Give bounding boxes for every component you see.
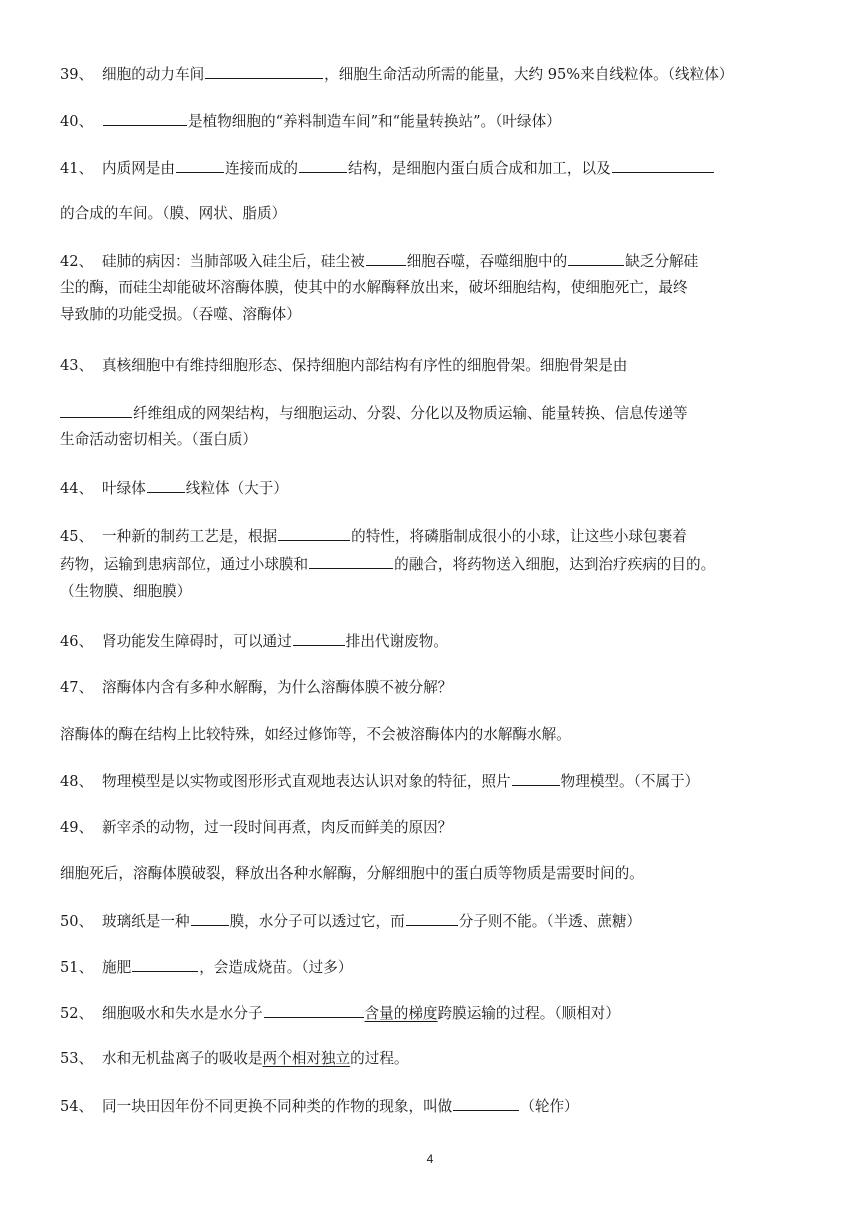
question-text: 药物，运输到患病部位，通过小球膜和: [60, 556, 309, 573]
answer-blank[interactable]: [205, 63, 323, 79]
question-40: [60, 110, 810, 133]
question-text: 叶绿体: [102, 480, 146, 497]
question-42: [60, 250, 810, 273]
question-text: 膜，水分子可以透过它，而: [229, 913, 405, 930]
question-text: 溶酶体内含有多种水解酶，为什么溶酶体膜不被分解？: [102, 679, 453, 696]
question-49: [60, 817, 810, 839]
question-text: 生命活动密切相关。（蛋白质）: [60, 431, 258, 448]
question-43-cont: [60, 402, 810, 425]
question-53: [60, 1048, 810, 1070]
question-text: 线粒体（大于）: [185, 480, 288, 497]
question-text: 同一块田因年份不同更换不同种类的作物的现象，叫做: [102, 1098, 453, 1115]
question-text: （生物膜、细胞膜）: [60, 583, 192, 600]
underlined-text: 两个相对独立: [262, 1050, 351, 1067]
question-45-cont: [60, 581, 810, 603]
question-number: 43、: [60, 357, 94, 374]
question-text: 水和无机盐离子的吸收是: [102, 1050, 263, 1067]
question-text: 的特性，将磷脂制成很小的小球，让这些小球包裹着: [351, 528, 687, 545]
question-47: [60, 677, 810, 699]
question-text: 是植物细胞的“养料制造车间”和“能量转换站”。（叶绿体）: [188, 113, 561, 130]
question-text: 物理模型是以实物或图形形式直观地表达认识对象的特征，照片: [102, 773, 511, 790]
question-text: 新宰杀的动物，过一段时间再煮，肉反而鲜美的原因？: [102, 819, 453, 836]
question-number: 54、: [60, 1098, 94, 1115]
question-text: ，会造成烧苗。（过多）: [199, 959, 353, 976]
question-42-cont: [60, 304, 810, 326]
question-45-cont: [60, 553, 810, 576]
question-text: 内质网是由: [102, 160, 175, 177]
question-number: 44、: [60, 480, 94, 497]
question-43: [60, 355, 810, 377]
answer-blank[interactable]: [278, 525, 350, 541]
answer-47: [60, 724, 810, 746]
answer-blank[interactable]: [147, 477, 185, 493]
question-number: 40、: [60, 113, 94, 130]
question-text: 导致肺的功能受损。（吞噬、溶酶体）: [60, 306, 301, 323]
question-text: 缺乏分解硅: [625, 253, 699, 270]
answer-blank[interactable]: [568, 250, 624, 266]
answer-blank[interactable]: [309, 553, 393, 569]
question-text: 连接而成的: [224, 160, 298, 177]
question-text: 真核细胞中有维持细胞形态、保持细胞内部结构有序性的细胞骨架。细胞骨架是由: [102, 357, 628, 374]
question-45: [60, 525, 810, 548]
question-number: 52、: [60, 1005, 94, 1022]
question-39: [60, 63, 810, 86]
answer-blank[interactable]: [293, 630, 345, 646]
question-number: 46、: [60, 633, 94, 650]
underlined-text: 含量的梯度: [364, 1005, 438, 1022]
question-text: 纤维组成的网架结构，与细胞运动、分裂、分化以及物质运输、能量转换、信息传递等: [133, 405, 688, 422]
question-number: 41、: [60, 160, 94, 177]
answer-blank[interactable]: [132, 956, 198, 972]
page-number: 4: [426, 1152, 434, 1166]
answer-blank[interactable]: [103, 110, 187, 126]
answer-blank[interactable]: [512, 770, 560, 786]
question-number: 53、: [60, 1050, 94, 1067]
answer-text: 溶酶体的酶在结构上比较特殊，如经过修饰等，不会被溶酶体内的水解酶水解。: [60, 726, 571, 743]
question-46: [60, 630, 810, 653]
question-42-cont: [60, 277, 810, 299]
question-text: 分子则不能。（半透、蔗糖）: [458, 913, 642, 930]
answer-blank[interactable]: [60, 402, 132, 418]
question-text: 施肥: [102, 959, 132, 976]
question-text: 肾功能发生障碍时，可以通过: [102, 633, 292, 650]
answer-blank[interactable]: [612, 157, 714, 173]
question-text: 细胞吸水和失水是水分子: [102, 1005, 263, 1022]
question-text: 跨膜运输的过程。（顺相对）: [437, 1005, 620, 1022]
question-51: [60, 956, 810, 979]
question-text: 结构，是细胞内蛋白质合成和加工，以及: [347, 160, 611, 177]
answer-blank[interactable]: [299, 157, 347, 173]
question-54: [60, 1095, 810, 1118]
question-number: 45、: [60, 528, 94, 545]
question-43-cont: [60, 429, 810, 451]
question-text: 的融合，将药物送入细胞，达到治疗疾病的目的。: [394, 556, 716, 573]
question-text: 物理模型。（不属于）: [560, 773, 700, 790]
question-text: 硅肺的病因：当肺部吸入硅尘后，硅尘被: [102, 253, 365, 270]
question-41: [60, 157, 810, 180]
answer-blank[interactable]: [264, 1002, 364, 1018]
question-text: 一种新的制药工艺是，根据: [102, 528, 278, 545]
question-48: [60, 770, 810, 793]
question-number: 47、: [60, 679, 94, 696]
question-52: [60, 1002, 810, 1025]
question-number: 51、: [60, 959, 94, 976]
question-text: ，细胞生命活动所需的能量，大约 95%来自线粒体。（线粒体）: [324, 66, 734, 83]
question-text: 细胞吞噬，吞噬细胞中的: [406, 253, 568, 270]
question-number: 50、: [60, 913, 94, 930]
question-text: （轮作）: [520, 1098, 579, 1115]
question-text: 的过程。: [350, 1050, 409, 1067]
answer-blank[interactable]: [366, 250, 406, 266]
answer-blank[interactable]: [176, 157, 224, 173]
answer-blank[interactable]: [191, 910, 229, 926]
question-text: 尘的酶，而硅尘却能破坏溶酶体膜，使其中的水解酶释放出来，破坏细胞结构，使细胞死亡，最终: [60, 279, 688, 296]
question-number: 42、: [60, 253, 94, 270]
answer-49: [60, 863, 810, 885]
question-50: [60, 910, 810, 933]
question-number: 49、: [60, 819, 94, 836]
question-text: 细胞的动力车间: [102, 66, 205, 83]
question-text: 的合成的车间。（膜、网状、脂质）: [60, 205, 287, 222]
question-text: 排出代谢废物。: [345, 633, 448, 650]
question-41-cont: [60, 203, 810, 225]
answer-text: 细胞死后，溶酶体膜破裂，释放出各种水解酶，分解细胞中的蛋白质等物质是需要时间的。: [60, 865, 644, 882]
question-44: [60, 477, 810, 500]
question-number: 39、: [60, 66, 94, 83]
question-number: 48、: [60, 773, 94, 790]
answer-blank[interactable]: [453, 1095, 519, 1111]
question-text: 玻璃纸是一种: [102, 913, 190, 930]
answer-blank[interactable]: [406, 910, 458, 926]
